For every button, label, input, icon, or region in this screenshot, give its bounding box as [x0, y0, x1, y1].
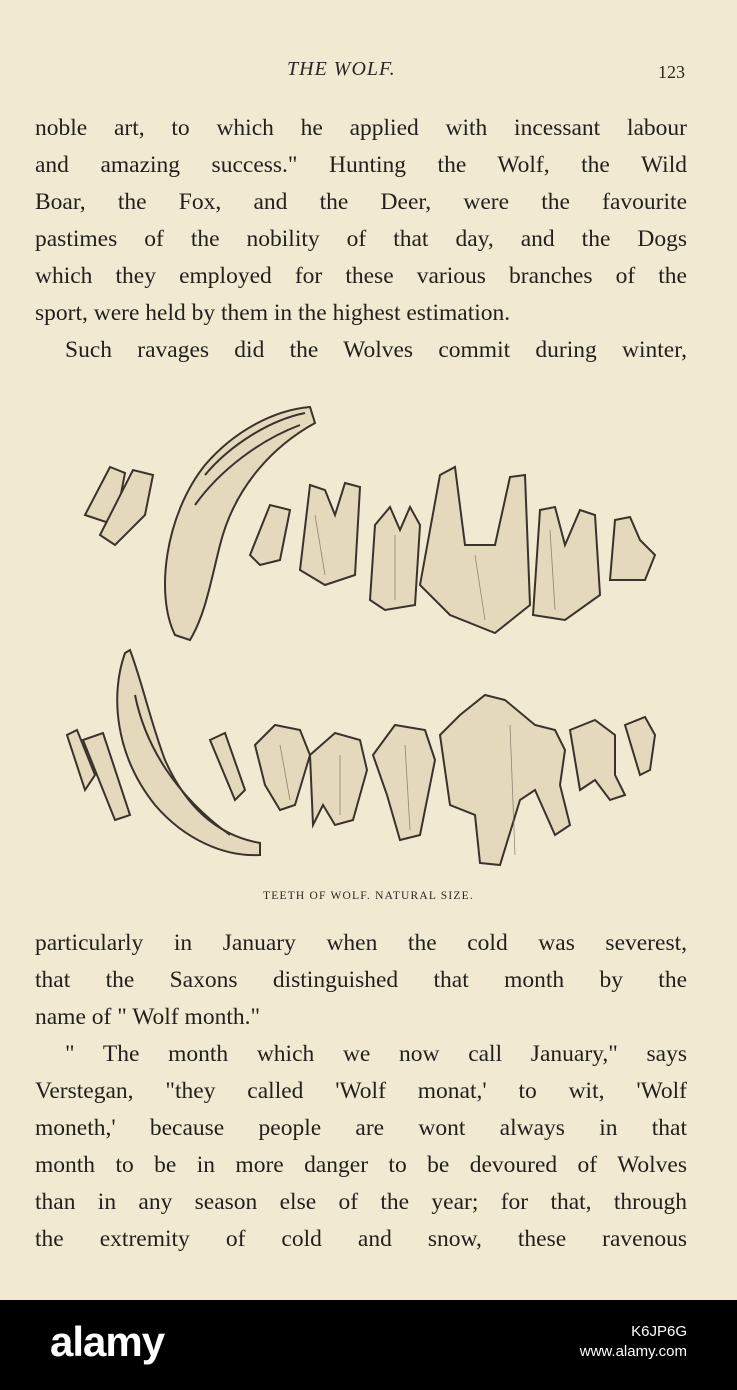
image-id-block	[580, 1322, 687, 1362]
text-line: and amazing success." Hunting the Wolf, the Wild	[35, 152, 687, 178]
text-line: which they employed for these various branches of the	[35, 263, 687, 289]
tooth	[373, 725, 435, 840]
watermark-footer	[0, 1300, 737, 1390]
tooth	[310, 733, 367, 825]
page-header	[0, 58, 737, 88]
tooth	[255, 725, 310, 810]
text-line: moneth,' because people are wont always in that	[35, 1115, 687, 1141]
text-line: " The month which we now call January," says	[65, 1041, 687, 1067]
text-line: name of " Wolf month."	[35, 1004, 261, 1030]
upper-carnassial	[420, 467, 530, 633]
tooth	[250, 505, 290, 565]
running-head: THE WOLF.	[287, 58, 396, 80]
alamy-logo: alamy	[50, 1318, 165, 1365]
page-number: 123	[658, 62, 685, 82]
text-line: noble art, to which he applied with incessant labour	[35, 115, 687, 141]
text-line: Boar, the Fox, and the Deer, were the favourite	[35, 189, 687, 215]
text-line: than in any season else of the year; for that, through	[35, 1189, 687, 1215]
tooth	[610, 517, 655, 580]
teeth-engraving	[55, 395, 675, 880]
text-line: Such ravages did the Wolves commit during winter,	[65, 337, 687, 363]
tooth	[210, 733, 245, 800]
text-line: pastimes of the nobility of that day, and the Dogs	[35, 226, 687, 252]
text-block-top	[35, 110, 687, 369]
lower-canine	[117, 650, 260, 855]
lower-carnassial	[440, 695, 570, 865]
teeth-illustration	[55, 395, 675, 880]
footer-url: www.alamy.com	[579, 1343, 687, 1360]
text-line: sport, were held by them in the highest estimation.	[35, 300, 511, 326]
tooth	[300, 483, 360, 585]
figure-caption: TEETH OF WOLF. NATURAL SIZE.	[263, 890, 474, 902]
text-line: that the Saxons distinguished that month by the	[35, 967, 687, 993]
tooth	[625, 717, 655, 775]
text-line: the extremity of cold and snow, these ravenous	[35, 1226, 687, 1252]
tooth	[533, 507, 600, 620]
text-line: particularly in January when the cold was severest,	[35, 930, 687, 956]
tooth	[570, 720, 625, 800]
text-line: Verstegan, "they called 'Wolf monat,' to wit, 'Wolf	[35, 1078, 687, 1104]
text-line: month to be in more danger to be devoured of Wolves	[35, 1152, 687, 1178]
text-block-bottom	[35, 925, 687, 1258]
image-id: K6JP6G	[631, 1323, 687, 1340]
